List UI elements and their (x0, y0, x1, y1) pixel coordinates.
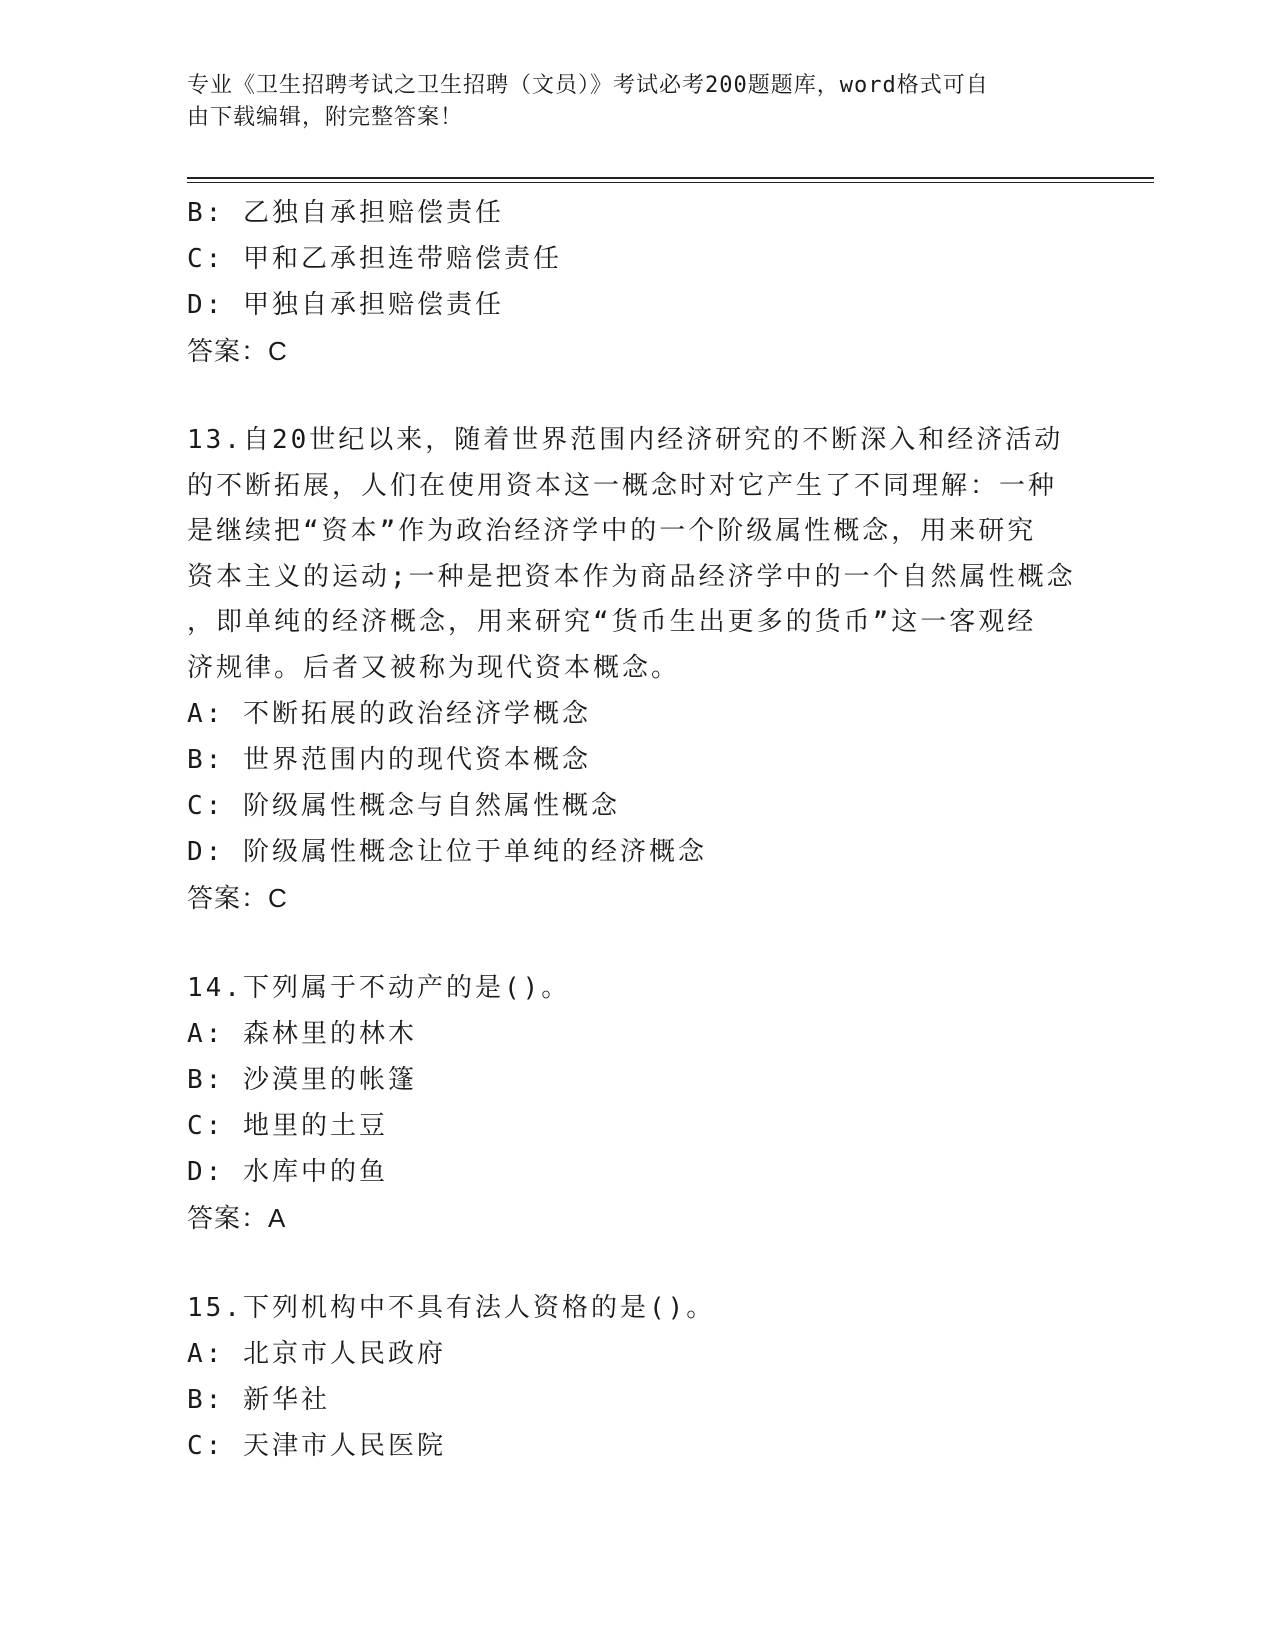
option-b: B: 沙漠里的帐篷 (187, 1065, 417, 1095)
question-13 (187, 418, 1087, 921)
header-line-1: 专业《卫生招聘考试之卫生招聘（文员）》考试必考200题题库，word格式可自 (187, 73, 989, 98)
question-12-continued (187, 190, 1087, 374)
header-line-2: 由下载编辑，附完整答案！ (187, 105, 464, 130)
question-stem-line: 13.自20世纪以来，随着世界范围内经济研究的不断深入和经济活动 (187, 425, 1064, 455)
question-stem-line: 的不断拓展，人们在使用资本这一概念时对它产生了不同理解：一种 (187, 470, 1058, 501)
header-divider-thin (187, 182, 1154, 183)
question-stem-line: 14.下列属于不动产的是()。 (187, 973, 571, 1003)
question-15 (187, 1285, 1087, 1469)
option-a: A: 森林里的林木 (187, 1019, 417, 1049)
option-c: C: 天津市人民医院 (187, 1431, 446, 1461)
header-divider-thick (187, 177, 1154, 179)
option-b: B: 新华社 (187, 1385, 330, 1415)
option-d: D: 阶级属性概念让位于单纯的经济概念 (187, 837, 707, 867)
spacer (187, 1241, 1087, 1285)
document-body (187, 190, 1087, 1469)
spacer (187, 374, 1087, 418)
option-b: B: 世界范围内的现代资本概念 (187, 745, 591, 775)
option-d: D: 甲独自承担赔偿责任 (187, 290, 504, 320)
question-stem-line: 资本主义的运动;一种是把资本作为商品经济学中的一个自然属性概念 (187, 561, 1076, 592)
question-stem-line: ，即单纯的经济概念，用来研究“货币生出更多的货币”这一客观经 (187, 607, 1037, 637)
answer-line: 答案：C (187, 883, 288, 913)
question-stem-line: 济规律。后者又被称为现代资本概念。 (187, 652, 681, 683)
question-stem-line: 15.下列机构中不具有法人资格的是()。 (187, 1293, 716, 1323)
question-stem-line: 是继续把“资本”作为政治经济学中的一个阶级属性概念，用来研究 (187, 516, 1037, 546)
question-14 (187, 965, 1087, 1241)
option-c: C: 甲和乙承担连带赔偿责任 (187, 244, 562, 274)
option-c: C: 地里的土豆 (187, 1111, 388, 1141)
document-header (187, 70, 1087, 134)
option-a: A: 不断拓展的政治经济学概念 (187, 699, 591, 729)
option-b: B: 乙独自承担赔偿责任 (187, 198, 504, 228)
option-a: A: 北京市人民政府 (187, 1339, 446, 1369)
spacer (187, 921, 1087, 965)
answer-line: 答案：A (187, 1203, 287, 1233)
answer-line: 答案：C (187, 336, 288, 366)
option-d: D: 水库中的鱼 (187, 1157, 388, 1187)
option-c: C: 阶级属性概念与自然属性概念 (187, 791, 620, 821)
